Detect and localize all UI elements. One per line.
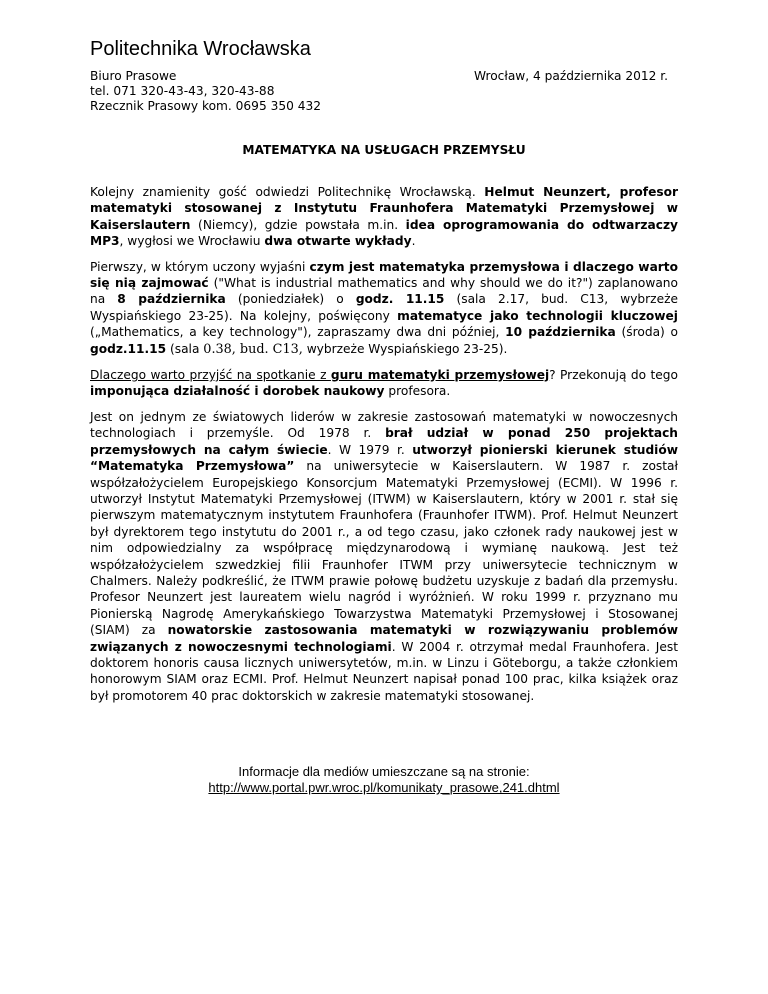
text: profesora. [384,384,451,399]
text: , wygłosi we Wrocławiu [119,234,265,249]
text: (sala 2.17, bud. C13, wybrzeże Wyspiańskiego 23-25). Na kolejny, poświęcony [90,292,678,323]
office-phone: tel. 071 320-43-43, 320-43-88 [90,84,275,98]
text: wybrzeże Wyspiańskiego 23-25). [302,341,508,356]
paragraph-intro [90,184,678,250]
release-date: Wrocław, 4 października 2012 r. [473,69,668,83]
text: (sala [166,341,204,356]
press-releases-link[interactable]: http://www.portal.pwr.wroc.pl/komunikaty_prasowe,241.dhtml [208,780,560,796]
bold-text: guru matematyki przemysłowej [330,368,550,383]
header-block [90,69,678,114]
bold-text: nowatorskie zastosowania matematyki w rozwiązywaniu problemów związanych z nowoczesnymi technologiami [90,623,678,654]
paragraph-lectures [90,259,678,358]
bold-text: brał udział w ponad 250 projektach przemysłowych na całym świecie [90,426,678,457]
bold-text: czym jest matematyka przemysłowa i dlaczego warto się nią zajmować [90,259,678,291]
text: . W 1979 r. [327,442,413,457]
footer-info: Informacje dla mediów umieszczane są na stronie: [238,764,530,780]
spokesman-phone: Rzecznik Prasowy kom. 0695 350 432 [90,99,321,113]
paragraph-biography [90,409,678,704]
text: ? Przekonują do tego [549,368,678,383]
press-release [90,38,678,796]
bold-text: utworzył pionierski kierunek studiów “Matematyka Przemysłowa” [90,442,678,474]
serif-text: 0.38, bud. C13, [203,341,303,357]
text: na uniwersytecie w Kaiserslautern. W 1987 r. został współzałożycielem Europejskiego Konsorcjum Matematyki Przemysłowej (ECMI). W 1996 r. utworzył Instytut Matematyki Przemysłowej (ITWM) w Kaiserslautern, który w 2001 r. stał się pierwszym matematycznym instytutem Fraunhofera (Fraunhofer ITWM). Prof. Helmut Neunzert był dyrektorem tego instytutu do 2001 r., a od tego czasu, jako członek rady naukowej jest w nim odpowiedzialny za współpracę międzynarodową i wymianę naukową. Jest też współzałożycielem szwedzkiej filii Fraunhofer ITWM przy uniwersytecie technicznym w Chalmers. Należy podkreślić, że ITWM prawie połowę budżetu uzyskuje z badań dla przemysłu. Profesor Neunzert jest laureatem wielu nagród i wyróżnień. W roku 1999 r. przyznano mu Pionierską Nagrodę Amerykańskiego Towarzystwa Matematyki Przemysłowej i Stosowanej (SIAM) za [90,459,678,638]
text: (poniedziałek) o [225,292,356,307]
contact-info [90,69,321,114]
bold-text: Helmut Neunzert, profesor matematyki stosowanej z Instytutu Fraunhofera Matematyki Przemysłowej w Kaiserslautern [90,185,678,232]
bold-text: dwa otwarte wykłady [264,234,412,249]
headline: MATEMATYKA NA USŁUGACH PRZEMYSŁU [242,143,526,157]
office-name: Biuro Prasowe [90,69,177,83]
bold-text: idea oprogramowania do odtwarzaczy MP3 [90,217,679,249]
bold-text: matematyce jako technologii kluczowej [397,308,678,323]
text: . [411,234,416,249]
bold-text: 10 października [505,325,616,340]
footer [90,764,678,796]
bold-text: godz.11.15 [90,341,167,356]
text: . W 2004 r. otrzymał medal Fraunhofera. Jest doktorem honoris causa licznych uniwersytetów, m.in. w Linzu i Göteborgu, a także członkiem honorowym SIAM oraz ECMI. Prof. Helmut Neunzert napisał ponad 100 prac, kilka książek oraz był promotorem 40 prac doktorskich w zakresie matematyki stosowanej. [90,639,679,703]
text: Kolejny znamienity gość odwiedzi Politechnikę Wrocławską. [90,185,485,199]
bold-text: imponująca działalność i dorobek naukowy [90,384,385,399]
text: („Mathematics, a key technology"), zapraszamy dwa dni później, [90,325,506,340]
bold-text: 8 października [117,292,226,307]
university-name: Politechnika Wrocławska [90,38,311,60]
text: Jest on jednym ze światowych liderów w zakresie zastosowań matematyki w nowoczesnych technologiach i przemyśle. Od 1978 r. [90,409,678,441]
text: ("What is industrial mathematics and why should we do it?") zaplanowano na [90,276,678,307]
text: (środa) o [615,325,679,340]
paragraph-guru [90,367,678,400]
bold-text: godz. 11.15 [355,292,445,307]
text: Pierwszy, w którym uczony wyjaśni [90,259,310,274]
text: Dlaczego warto przyjść na spotkanie z [90,368,331,383]
text: (Niemcy), gdzie powstała m.in. [190,217,406,232]
